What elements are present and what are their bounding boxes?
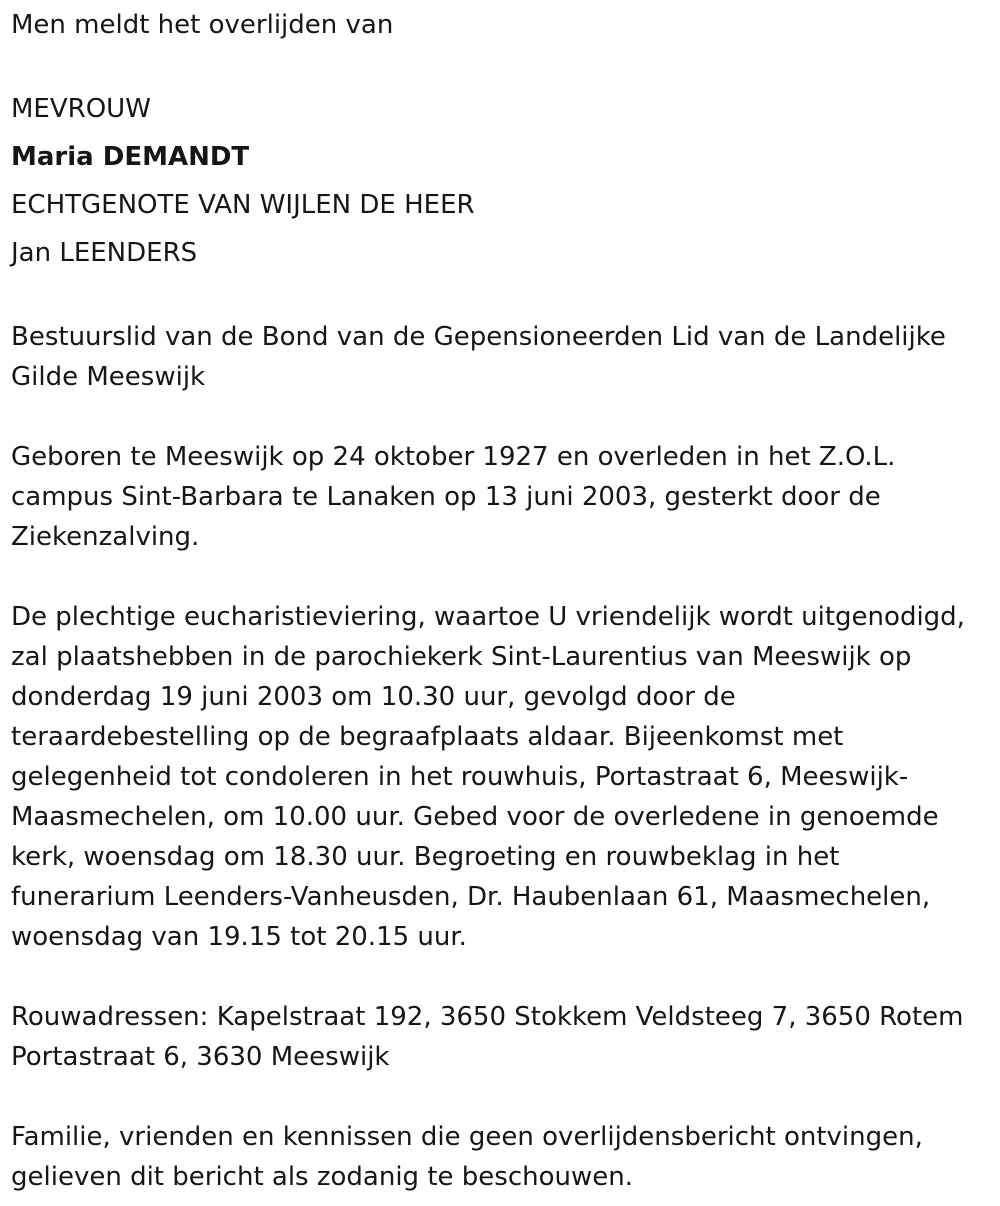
closing-paragraph [11, 1117, 996, 1197]
ceremony-line: De plechtige eucharistieviering, waartoe U vriendelijk wordt uitgenodigd, [11, 602, 965, 632]
affiliation-line: Gilde Meeswijk [11, 362, 206, 392]
closing-line: gelieven dit bericht als zodanig te beschouwen. [11, 1162, 633, 1192]
address-line: Rouwadressen: Kapelstraat 192, 3650 Stokkem Veldsteeg 7, 3650 Rotem [11, 1002, 964, 1032]
closing-line: Familie, vrienden en kennissen die geen overlijdensbericht ontvingen, [11, 1122, 923, 1152]
addresses-paragraph [11, 997, 996, 1077]
affiliation-line: Bestuurslid van de Bond van de Gepensioneerden Lid van de Landelijke [11, 322, 946, 352]
relation-line: ECHTGENOTE VAN WIJLEN DE HEER [11, 190, 475, 220]
spouse-name: Jan LEENDERS [11, 238, 198, 268]
ceremony-line: teraardebestelling op de begraafplaats aldaar. Bijeenkomst met [11, 722, 844, 752]
intro-paragraph [11, 5, 996, 45]
ceremony-line: gelegenheid tot condoleren in het rouwhuis, Portastraat 6, Meeswijk- [11, 762, 909, 792]
birth-death-line: Ziekenzalving. [11, 522, 200, 552]
intro-line: Men meldt het overlijden van [11, 10, 394, 40]
deceased-name: Maria DEMANDT [11, 142, 250, 172]
ceremony-line: donderdag 19 juni 2003 om 10.30 uur, gevolgd door de [11, 682, 736, 712]
birth-death-line: Geboren te Meeswijk op 24 oktober 1927 en overleden in het Z.O.L. [11, 442, 896, 472]
ceremony-line: kerk, woensdag om 18.30 uur. Begroeting en rouwbeklag in het [11, 842, 840, 872]
birth-death-paragraph [11, 437, 996, 557]
ceremony-line: funerarium Leenders-Vanheusden, Dr. Haubenlaan 61, Maasmechelen, [11, 882, 931, 912]
ceremony-line: woensdag van 19.15 tot 20.15 uur. [11, 922, 467, 952]
honorific-title: MEVROUW [11, 94, 151, 124]
address-line: Portastraat 6, 3630 Meeswijk [11, 1042, 390, 1072]
deceased-block [11, 85, 996, 277]
ceremony-paragraph [11, 597, 996, 957]
obituary-document [11, 5, 996, 1197]
birth-death-line: campus Sint-Barbara te Lanaken op 13 juni 2003, gesterkt door de [11, 482, 881, 512]
ceremony-line: zal plaatshebben in de parochiekerk Sint-Laurentius van Meeswijk op [11, 642, 912, 672]
ceremony-line: Maasmechelen, om 10.00 uur. Gebed voor de overledene in genoemde [11, 802, 939, 832]
affiliation-paragraph [11, 317, 996, 397]
